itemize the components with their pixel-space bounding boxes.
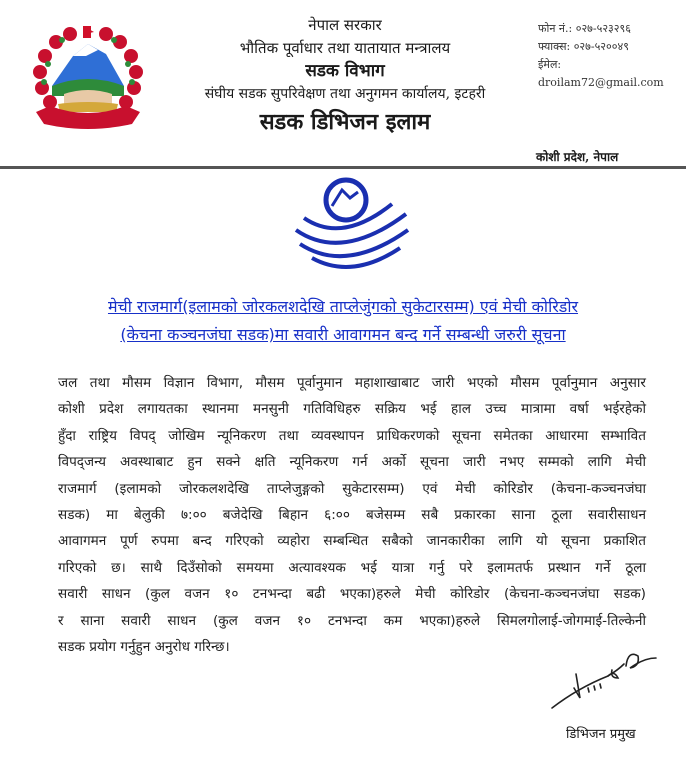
office-name: संघीय सडक सुपरिवेक्षण तथा अनुगमन कार्यालय, इटहरी [204, 86, 486, 102]
nepal-government-emblem [28, 26, 148, 138]
fax-number: फ्याक्स: ०२७-५२००४९ [538, 40, 629, 53]
province-label: कोशी प्रदेश, नेपाल [536, 150, 619, 164]
contact-info [538, 20, 686, 92]
department-name: सडक विभाग [305, 61, 385, 81]
notice-title [40, 293, 646, 349]
letterhead [150, 14, 540, 137]
title-line-2: (केचना कञ्चनजंघा सडक)मा सवारी आवागमन बन्द गर्ने सम्बन्धी जरुरी सूचना [120, 325, 566, 344]
signer-title: डिभिजन प्रमुख [566, 727, 636, 742]
government-name: नेपाल सरकार [308, 16, 382, 34]
notice-body [58, 370, 646, 660]
title-line-1: मेची राजमार्ग(इलामको जोरकलशदेखि ताप्लेजुंगको सुकेटारसम्म) एवं मेची कोरिडोर [107, 297, 579, 316]
body-line: विपद्जन्य अवस्थाबाट हुन सक्ने क्षति न्यूनिकरण गर्न अर्को सूचना जारी नभए सम्मको लागि मेची [58, 454, 646, 471]
signature [548, 648, 658, 713]
ministry-name: भौतिक पूर्वाधार तथा यातायात मन्त्रालय [239, 39, 451, 57]
body-line: सवारी साधन (कुल वजन १० टनभन्दा बढी भएका)हरुले मेची कोरिडोर (केचना-कञ्चनजंघा सडक) [58, 586, 646, 603]
body-line: जल तथा मौसम विज्ञान विभाग, मौसम पूर्वानुमान महाशाखाबाट जारी भएको मौसम पूर्वानुमान अनुसार [58, 375, 646, 391]
body-line: सडक प्रयोग गर्नुहुन अनुरोध गरिन्छ। [58, 639, 230, 656]
division-name: सडक डिभिजन इलाम [259, 110, 431, 135]
body-line: सडक) मा बेलुकी ७:०० बजेदेखि बिहान ६:०० बजेसम्म सबै प्रकारका साना ठूला सवारीसाधन [58, 507, 646, 524]
body-line: कोशी प्रदेश लगायतका स्थानमा मनसुनी गतिविधिहरु सक्रिय भई हाल उच्च मात्रामा वर्षा भईरहेको [58, 401, 646, 418]
body-line: राजमार्ग (इलामको जोरकलशदेखि ताप्लेजुङ्गको सुकेटारसम्म) एवं मेची कोरिडोर (केचना-कञ्चनजंघा [58, 480, 646, 497]
header-divider [0, 166, 686, 169]
email-address: ईमेल: droilam72@gmail.com [538, 58, 664, 89]
body-line: गरिएको छ। साथै दिउँसोको समयमा अत्यावश्यक भई यात्रा गर्नु परे इलामतर्फ प्रस्थान गर्ने ठूला [58, 559, 646, 576]
body-line: हुँदा राष्ट्रिय विपद् जोखिम न्यूनिकरण तथा व्यवस्थापन प्राधिकरणको सूचना समेतका आधारमा सम्भावित [58, 427, 646, 444]
phone-number: फोन नं.: ०२७-५२३२९६ [538, 22, 631, 35]
body-line: र साना सवारी साधन (कुल वजन १० टनभन्दा कम भएका)हरुले सिमलगोलाई-जोगमाई-तिल्केनी [58, 612, 646, 629]
body-line: आवागमन पूर्ण रुपमा बन्द गरिएको व्यहोरा सम्बन्धित सबैको जानकारीका लागि यो सूचना प्रकाशित [58, 533, 646, 550]
office-stamp [282, 174, 422, 284]
